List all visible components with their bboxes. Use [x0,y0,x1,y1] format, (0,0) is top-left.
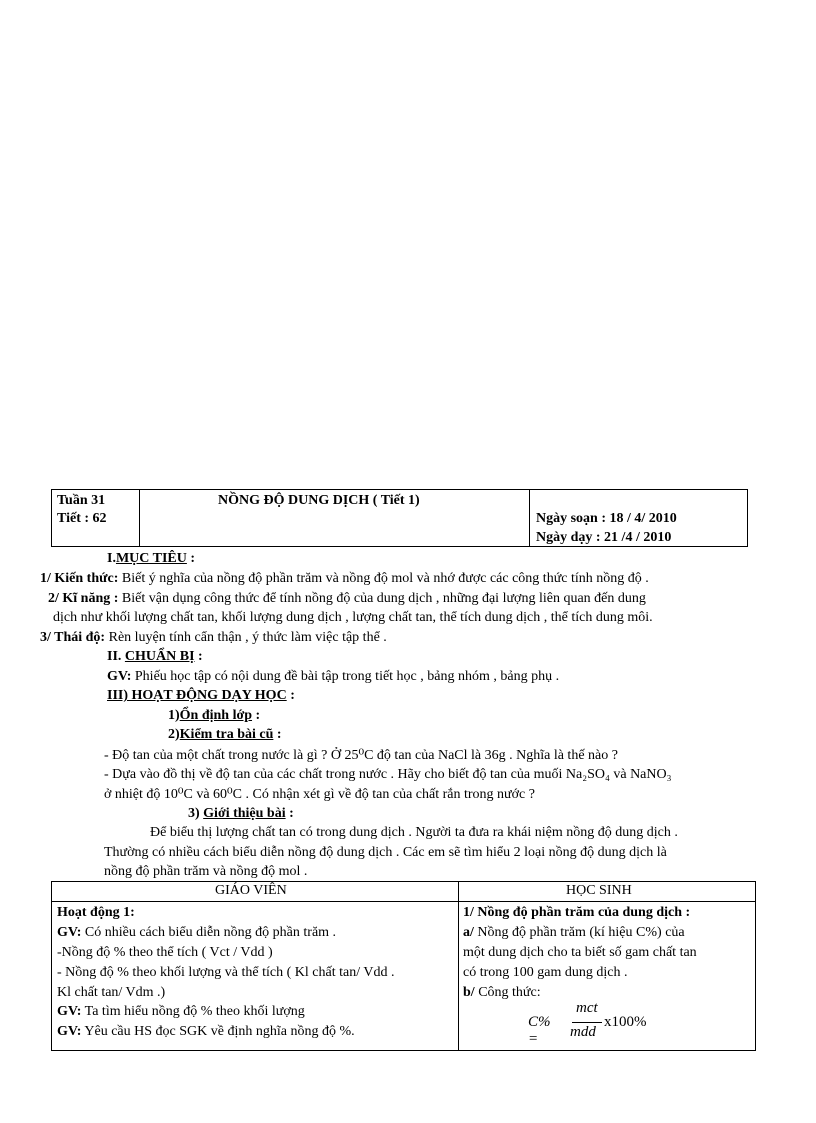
section1-heading [107,551,195,567]
teacher-line-4: Kl chất tan/ Vdm .) [57,985,166,1000]
intro-line-1: Để biểu thị lượng chất tan có trong dung dịch . Người ta đưa ra khái niệm nồng độ dung dịch . [150,825,678,840]
student-heading: 1/ Nồng độ phần trăm của dung dịch : [463,905,691,920]
week-label: Tuần 31 [57,493,106,508]
intro-line-2: Thường có nhiều cách biểu diễn nồng độ dung dịch . Các em sẽ tìm hiểu 2 loại nồng độ dung dịch là [104,845,667,860]
formula-denominator: mdd [570,1024,596,1040]
prep-gv-line [107,669,559,685]
student-b-label: b/ [463,985,475,1000]
step3-title: Giới thiệu bài [203,806,286,821]
teacher-line-3: - Nồng độ % theo khối lượng và thể tích ( Kl chất tan/ Vdd . [57,965,395,980]
section1-prefix: I. [107,551,116,566]
student-a-line-2: một dung dịch cho ta biết số gam chất tan [463,945,697,960]
skill-text-1: Biết vận dụng công thức để tính nồng độ của dung dịch , những đại lượng liên quan đến dung [118,591,646,606]
knowledge-label: 1/ Kiến thức: [40,571,119,586]
header-divider [529,490,530,546]
teach-date: Ngày dạy : 21 /4 / 2010 [536,530,672,545]
teacher-line-6-label: GV: [57,1024,82,1039]
activity-1-label: Hoạt động 1: [57,905,135,920]
step3-heading [188,806,294,822]
formula-fraction-bar [572,1022,602,1023]
table-header-divider [52,901,755,902]
step2-prefix: 2) [168,727,180,742]
student-a-line-1 [463,925,685,941]
section3-heading [107,688,295,704]
skill-label: 2/ Kĩ năng : [48,591,119,606]
section1-suffix: : [186,551,196,566]
teacher-line-1-text: Có nhiều cách biểu diễn nồng độ phần trăm . [81,925,337,940]
student-a-text-1: Nồng độ phần trăm (kí hiệu C%) của [473,925,685,940]
student-b-line [463,985,541,1001]
section3-suffix: : [286,688,295,703]
teacher-line-5-label: GV: [57,1004,82,1019]
col-header-student: HỌC SINH [566,883,632,898]
step2-suffix: : [273,727,282,742]
teacher-line-5-text: Ta tìm hiểu nồng độ % theo khối lượng [81,1004,305,1019]
step3-prefix: 3) [188,806,204,821]
step1-heading [168,708,260,724]
col-header-teacher: GIÁO VIÊN [215,883,287,898]
teacher-line-6-text: Yêu cầu HS đọc SGK về định nghĩa nồng độ %. [81,1024,355,1039]
lesson-title: NỒNG ĐỘ DUNG DỊCH ( Tiết 1) [218,493,420,508]
prep-date: Ngày soạn : 18 / 4/ 2010 [536,511,677,526]
section2-title: CHUẨN BỊ [124,649,195,664]
step3-suffix: : [285,806,294,821]
prep-gv-text: Phiếu học tập có nội dung đề bài tập trong tiết học , bảng nhóm , bảng phụ . [131,669,560,684]
student-a-label: a/ [463,925,474,940]
review-question-1: - Độ tan của một chất trong nước là gì ? Ở 25⁰C độ tan của NaCl là 36g . Nghĩa là thế nào ? [104,748,618,763]
student-a-line-3: có trong 100 gam dung dịch . [463,965,628,980]
teacher-line-1-label: GV: [57,925,82,940]
student-b-text: Công thức: [474,985,541,1000]
section2-suffix: : [194,649,203,664]
attitude-text: Rèn luyện tính cẩn thận , ý thức làm việc tập thể . [105,630,387,645]
skill-line-1 [48,591,646,607]
step2-title: Kiểm tra bài cũ [179,727,274,742]
teacher-line-1 [57,925,336,941]
review-question-2: - Dựa vào đồ thị về độ tan của các chất trong nước . Hãy cho biết độ tan của muối Na₂SO₄ và NaNO₃ [104,767,672,782]
step1-suffix: : [252,708,261,723]
prep-gv-label: GV: [107,669,132,684]
period-label: Tiết : 62 [57,511,107,526]
step1-title: Ổn định lớp [179,708,253,723]
step1-prefix: 1) [168,708,180,723]
step2-heading [168,727,282,743]
formula-lhs: C% = [528,1014,551,1047]
knowledge-line [40,571,649,587]
intro-line-3: nồng độ phần trăm và nồng độ mol . [104,864,308,879]
section2-prefix: II. [107,649,125,664]
skill-line-2: dịch như khối lượng chất tan, khối lượng dung dịch , lượng chất tan, thể tích dung dịch , thể tích dung môi. [53,610,653,625]
formula-numerator: mct [576,1000,598,1016]
teacher-line-2: -Nồng độ % theo thể tích ( Vct / Vdd ) [57,945,273,960]
formula-rhs: x100% [604,1014,647,1030]
attitude-line [40,630,387,646]
knowledge-text: Biết ý nghĩa của nồng độ phần trăm và nồng độ mol và nhớ được các công thức tính nồng độ . [118,571,649,586]
section2-heading [107,649,203,665]
teacher-line-5 [57,1004,305,1020]
review-question-3: ở nhiệt độ 10⁰C và 60⁰C . Có nhận xét gì về độ tan của chất rắn trong nước ? [104,787,535,802]
table-column-divider [458,882,459,1050]
section1-title: MỤC TIÊU [115,551,187,566]
attitude-label: 3/ Thái độ: [40,630,106,645]
section3-title: III) HOẠT ĐỘNG DẠY HỌC [107,688,287,703]
teacher-line-6 [57,1024,355,1040]
